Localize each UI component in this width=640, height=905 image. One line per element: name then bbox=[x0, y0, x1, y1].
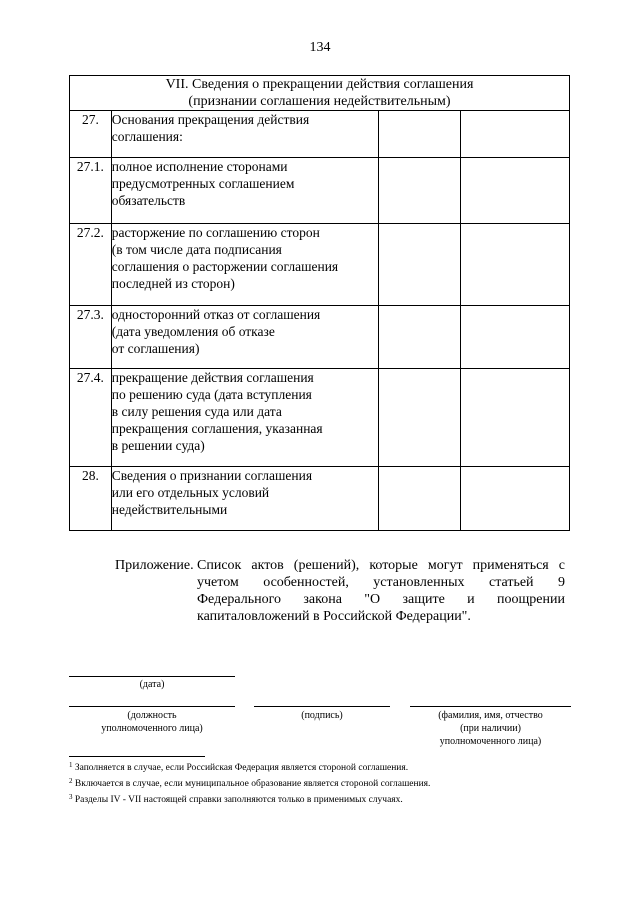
fullname-caption bbox=[410, 709, 571, 748]
footnote: $^1$ Заполняется в случае, если Российская Федерация является стороной соглашения. bbox=[69, 761, 409, 773]
row-number: 27. bbox=[70, 111, 112, 158]
row-text-line: обязательств bbox=[111, 193, 186, 208]
value-cell-1[interactable] bbox=[378, 158, 460, 224]
row-text-line: недействительными bbox=[111, 502, 228, 517]
row-description bbox=[111, 111, 378, 158]
row-text-line: предусмотренных соглашением bbox=[111, 176, 295, 191]
row-text-line: или его отдельных условий bbox=[111, 485, 270, 500]
row-text-line: Сведения о признании соглашения bbox=[111, 468, 313, 483]
appendix-label: Приложение. bbox=[115, 558, 194, 573]
row-text-line: Основания прекращения действия bbox=[111, 112, 310, 127]
value-cell-1[interactable] bbox=[378, 306, 460, 369]
row-text-line: соглашения о расторжении соглашения bbox=[111, 259, 339, 274]
value-cell-2[interactable] bbox=[461, 369, 570, 467]
row-number: 27.2. bbox=[70, 224, 112, 306]
signature-line[interactable] bbox=[254, 706, 390, 707]
section-title-line2: (признании соглашения недействительным) bbox=[188, 94, 451, 109]
row-text-line: по решению суда (дата вступления bbox=[111, 387, 312, 402]
value-cell-1[interactable] bbox=[378, 224, 460, 306]
value-cell-2[interactable] bbox=[461, 111, 570, 158]
row-text-line: от соглашения) bbox=[111, 341, 200, 356]
appendix bbox=[115, 557, 565, 625]
row-text-line: последней из сторон) bbox=[111, 276, 235, 291]
section-title-line1: VII. Сведения о прекращении действия соглашения bbox=[165, 77, 474, 92]
fullname-line[interactable] bbox=[410, 706, 571, 707]
row-description bbox=[111, 369, 378, 467]
value-cell-2[interactable] bbox=[461, 306, 570, 369]
row-number: 27.1. bbox=[70, 158, 112, 224]
value-cell-2[interactable] bbox=[461, 467, 570, 531]
appendix-text: Список актов (решений), которые могут применяться с учетом особенностей, установленных статьей 9 Федерального закона "О защите и поощрении капиталовложений в Российской Федерации". bbox=[197, 558, 565, 624]
page-number: 134 bbox=[309, 40, 331, 55]
section-title bbox=[70, 76, 570, 111]
row-text-line: (в том числе дата подписания bbox=[111, 242, 282, 257]
table-row bbox=[70, 306, 570, 369]
date-caption: (дата) bbox=[139, 679, 165, 690]
row-text-line: соглашения: bbox=[111, 129, 183, 144]
row-number: 27.3. bbox=[70, 306, 112, 369]
table-row bbox=[70, 158, 570, 224]
row-description bbox=[111, 224, 378, 306]
table-row bbox=[70, 111, 570, 158]
fullname-caption-line: (фамилия, имя, отчество bbox=[438, 710, 543, 721]
fullname-caption-line: (при наличии) bbox=[460, 723, 521, 734]
table-row bbox=[70, 224, 570, 306]
position-caption bbox=[69, 709, 235, 735]
table-row bbox=[70, 369, 570, 467]
position-caption-line: уполномоченного лица) bbox=[101, 723, 203, 734]
row-description bbox=[111, 467, 378, 531]
row-number: 27.4. bbox=[70, 369, 112, 467]
footnote-separator bbox=[69, 756, 205, 757]
position-line[interactable] bbox=[69, 706, 235, 707]
value-cell-1[interactable] bbox=[378, 369, 460, 467]
value-cell-2[interactable] bbox=[461, 224, 570, 306]
footnotes bbox=[69, 759, 430, 807]
signature-caption: (подпись) bbox=[301, 710, 343, 721]
row-description bbox=[111, 306, 378, 369]
row-text-line: полное исполнение сторонами bbox=[111, 159, 288, 174]
row-text-line: прекращения соглашения, указанная bbox=[111, 421, 323, 436]
row-text-line: односторонний отказ от соглашения bbox=[111, 307, 321, 322]
value-cell-1[interactable] bbox=[378, 467, 460, 531]
footnote: $^2$ Включается в случае, если муниципальное образование является стороной соглашения. bbox=[69, 777, 431, 789]
value-cell-1[interactable] bbox=[378, 111, 460, 158]
termination-table bbox=[69, 75, 570, 531]
fullname-caption-line: уполномоченного лица) bbox=[439, 736, 542, 747]
row-text-line: в силу решения суда или дата bbox=[111, 404, 282, 419]
footnote: $^3$ Разделы IV - VII настоящей справки заполняются только в применимых случаях. bbox=[69, 793, 403, 805]
row-text-line: прекращение действия соглашения bbox=[111, 370, 314, 385]
value-cell-2[interactable] bbox=[461, 158, 570, 224]
row-text-line: в решении суда) bbox=[111, 438, 205, 453]
section-header-row bbox=[70, 76, 570, 111]
row-text-line: (дата уведомления об отказе bbox=[111, 324, 275, 339]
row-description bbox=[111, 158, 378, 224]
position-caption-line: (должность bbox=[127, 710, 177, 721]
row-number: 28. bbox=[70, 467, 112, 531]
date-line[interactable] bbox=[69, 676, 235, 677]
table-row bbox=[70, 467, 570, 531]
row-text-line: расторжение по соглашению сторон bbox=[111, 225, 320, 240]
